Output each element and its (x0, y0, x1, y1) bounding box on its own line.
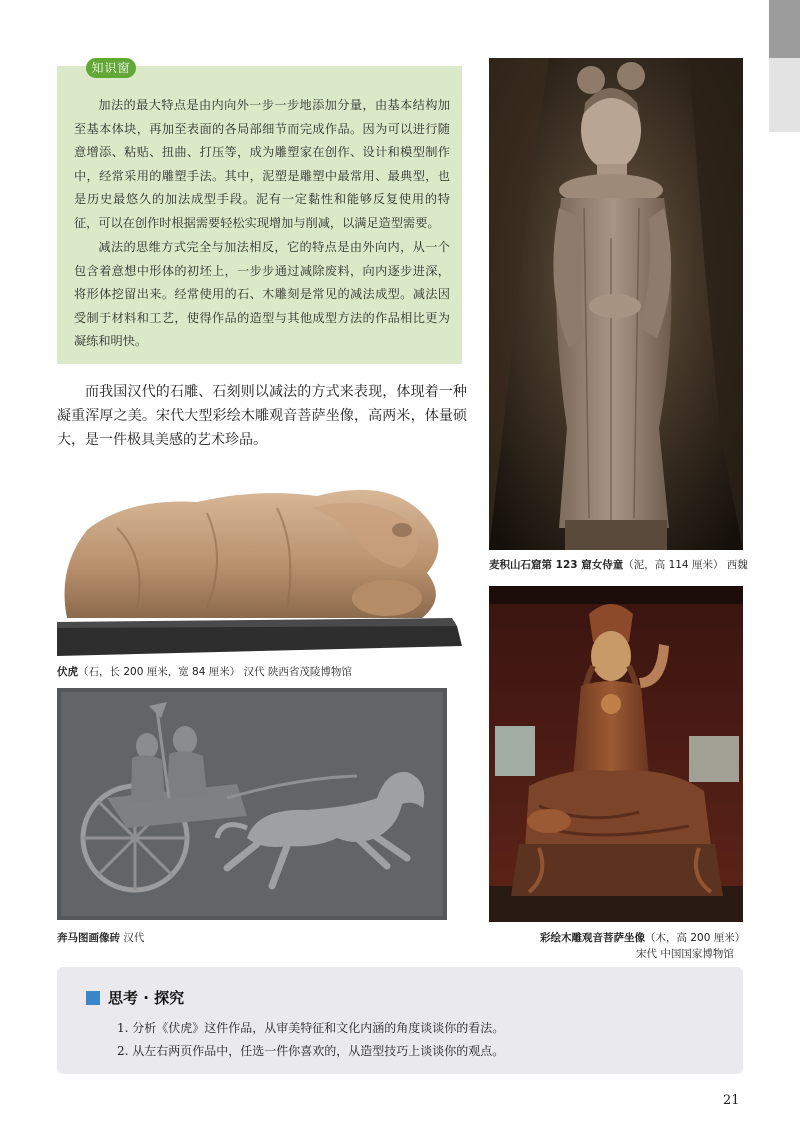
maijishan-statue-image (489, 58, 743, 550)
maijishan-caption-title: 麦积山石窟第 123 窟女侍童 (489, 559, 624, 571)
guanyin-caption (540, 930, 745, 945)
benma-caption (57, 930, 144, 945)
fuhu-caption-detail: （石，长 200 厘米，宽 84 厘米） 汉代 陕西省茂陵博物馆 (78, 666, 352, 678)
guanyin-caption-detail: （木，高 200 厘米） (645, 932, 746, 944)
body-paragraph: 而我国汉代的石雕、石刻则以减法的方式来表现，体现着一种凝重浑厚之美。宋代大型彩绘木雕观音菩萨坐像，高两米，体量硕大，是一件极具美感的艺术珍品。 (57, 384, 467, 448)
think-question-1: 1. 分析《伏虎》这件作品，从审美特征和文化内涵的角度谈谈你的看法。 (117, 1021, 505, 1035)
maijishan-caption-detail: （泥，高 114 厘米） 西魏 (623, 559, 748, 571)
knowledge-paragraph-subtraction: 减法的思维方式完全与加法相反，它的特点是由外向内，从一个包含着意想中形体的初坯上，一步步通过减除废料，向内逐步进深，将形体挖留出来。经常使用的石、木雕刻是常见的减法成型。减法因受制于材料和工艺，使得作品的造型与其他成型方法的作品相比更为凝练和明快。 (74, 240, 450, 349)
chapter-tab-marker (769, 0, 800, 58)
think-square-icon (86, 991, 100, 1005)
guanyin-statue-image (489, 586, 743, 922)
maijishan-caption (489, 557, 748, 572)
knowledge-paragraph-addition: 加法的最大特点是由内向外一步一步地添加分量，由基本结构加至基本体块，再加至表面的各局部细节而完成作品。因为可以进行随意增添、粘贴、扭曲、打压等，成为雕塑家在创作、设计和模型制作中，经常采用的雕塑手法。其中，泥塑是雕塑中最常用、最典型，也是历史最悠久的加法成型手段。泥有一定黏性和能够反复使用的特征，可以在创作时根据需要轻松实现增加与削减，以满足造型需要。 (74, 98, 450, 230)
guanyin-caption-line2: 宋代 中国国家博物馆 (636, 948, 734, 960)
page-number: 21 (723, 1093, 740, 1108)
benma-caption-title: 奔马图画像砖 (57, 932, 120, 944)
benma-caption-detail: 汉代 (120, 932, 145, 944)
think-question-2: 2. 从左右两页作品中，任选一件你喜欢的，从造型技巧上谈谈你的观点。 (117, 1044, 505, 1058)
knowledge-badge: 知识窗 (86, 58, 136, 78)
benma-brick-relief-image (57, 688, 447, 920)
fuhu-caption-title: 伏虎 (57, 666, 78, 678)
guanyin-caption-title: 彩绘木雕观音菩萨坐像 (540, 932, 645, 944)
think-title: 思考 · 探究 (108, 989, 185, 1007)
fuhu-caption (57, 664, 352, 679)
fuhu-stone-tiger-image (57, 468, 462, 656)
